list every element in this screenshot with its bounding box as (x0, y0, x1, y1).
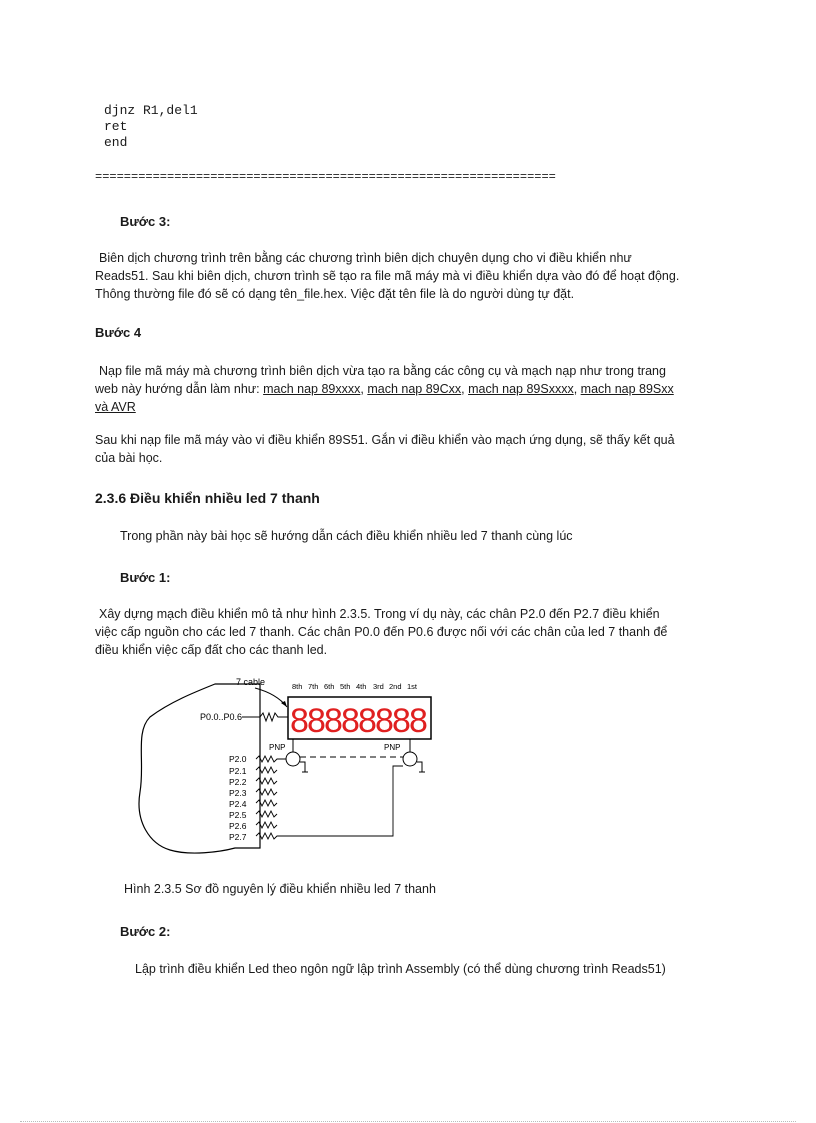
digit-label: 5th (340, 682, 351, 691)
text-line: điều khiển việc cấp đất cho các thanh led. (95, 643, 328, 657)
pnp-label: PNP (269, 743, 286, 752)
pin-label: P2.2 (229, 777, 247, 787)
text-line: Nạp file mã máy mà chương trình biên dịch vừa tạo ra bằng các công cụ và mạch nạp như trong trang (99, 364, 666, 378)
text-line: Sau khi nạp file mã máy vào vi điều khiển 89S51. Gắn vi điều khiển vào mạch ứng dụng, sẽ thấy kết quả (95, 433, 675, 447)
pnp-label: PNP (384, 743, 401, 752)
digit-label: 8th (292, 682, 303, 691)
pnp-transistor-left (286, 752, 300, 766)
text-line: Biên dịch chương trình trên bằng các chương trình biên dịch chuyên dụng cho vi điều khiển như (99, 251, 632, 265)
step4-paragraph-2 (95, 431, 755, 467)
led-digit: 8 (358, 702, 377, 740)
pin-resistors (256, 756, 403, 839)
circuit-diagram (130, 672, 450, 862)
section-title: 2.3.6 Điều khiển nhiều led 7 thanh (95, 490, 320, 506)
section-intro: Trong phần này bài học sẽ hướng dẫn cách điều khiển nhiều led 7 thanh cùng lúc (120, 529, 573, 543)
pin-label: P2.1 (229, 766, 247, 776)
text-line: Thông thường file đó sẽ có dạng tên_file.hex. Việc đặt tên file là do người dùng tự đặt. (95, 287, 575, 301)
pin-label: P2.5 (229, 810, 247, 820)
link-avr[interactable]: và AVR (95, 400, 136, 414)
text-line: của bài học. (95, 451, 163, 465)
digit-label: 1st (407, 682, 418, 691)
pin-label: P2.3 (229, 788, 247, 798)
step3-heading: Bước 3: (120, 214, 171, 229)
led-digit: 8 (409, 702, 428, 740)
digit-label: 6th (324, 682, 335, 691)
link-mach-nap-89cxx[interactable]: mach nap 89Cxx (367, 382, 462, 396)
cable-label: 7 cable (236, 677, 266, 687)
code-line: djnz R1,del1 (104, 103, 198, 118)
digit-label: 7th (308, 682, 319, 691)
step2-heading: Bước 2: (120, 924, 171, 939)
code-block (104, 103, 198, 151)
digit-label: 3rd (373, 682, 384, 691)
step2-paragraph: Lập trình điều khiển Led theo ngôn ngữ lập trình Assembly (có thể dùng chương trình Reads51) (135, 962, 666, 976)
text-line: việc cấp nguồn cho các led 7 thanh. Các chân P0.0 đến P0.6 được nối với các chân của led 7 thanh để (95, 625, 668, 639)
pin-label: P2.4 (229, 799, 247, 809)
code-line: end (104, 135, 128, 150)
text-line-links (95, 380, 755, 398)
digit-label: 2nd (389, 682, 402, 691)
link-sep: , (360, 382, 368, 396)
text-line: Xây dựng mạch điều khiển mô tả như hình 2.3.5. Trong ví dụ này, các chân P2.0 đến P2.7 điều khiển (99, 607, 660, 621)
led-digit: 8 (341, 702, 360, 740)
separator-line: ================================================================ (95, 170, 556, 184)
led-digits (290, 702, 428, 740)
code-line: ret (104, 119, 128, 134)
led-digit: 8 (290, 702, 309, 740)
led-digit: 8 (324, 702, 343, 740)
text-prefix: web này hướng dẫn làm như: (95, 382, 264, 396)
figure-caption: Hình 2.3.5 Sơ đồ nguyên lý điều khiển nhiều led 7 thanh (124, 882, 436, 896)
link-mach-nap-89xxxx[interactable]: mach nap 89xxxx (263, 382, 361, 396)
digit-label: 4th (356, 682, 367, 691)
link-sep: , (573, 382, 581, 396)
led-digit: 8 (307, 702, 326, 740)
digit-labels (292, 682, 418, 691)
pin-label: P2.7 (229, 832, 247, 842)
step1-heading: Bước 1: (120, 570, 171, 585)
port-label: P0.0..P0.6 (200, 712, 243, 722)
text-line: Reads51. Sau khi biên dịch, chươn trình sẽ tạo ra file mã máy mà vi điều khiển dựa vào đó để hoạt động. (95, 269, 680, 283)
led-digit: 8 (375, 702, 394, 740)
link-mach-nap-89sxxxx[interactable]: mach nap 89Sxxxx (468, 382, 574, 396)
link-sep: , (461, 382, 469, 396)
step4-heading: Bước 4 (95, 325, 142, 340)
link-mach-nap-89sxx[interactable]: mach nap 89Sxx (580, 382, 674, 396)
page-bottom-border (20, 1121, 796, 1122)
pnp-transistor-right (403, 752, 417, 766)
step3-paragraph (95, 249, 755, 303)
pin-label: P2.6 (229, 821, 247, 831)
led-digit: 8 (392, 702, 411, 740)
step1-paragraph (95, 605, 755, 659)
step4-paragraph (95, 362, 755, 416)
pin-label: P2.0 (229, 754, 247, 764)
pin-labels (229, 754, 247, 842)
